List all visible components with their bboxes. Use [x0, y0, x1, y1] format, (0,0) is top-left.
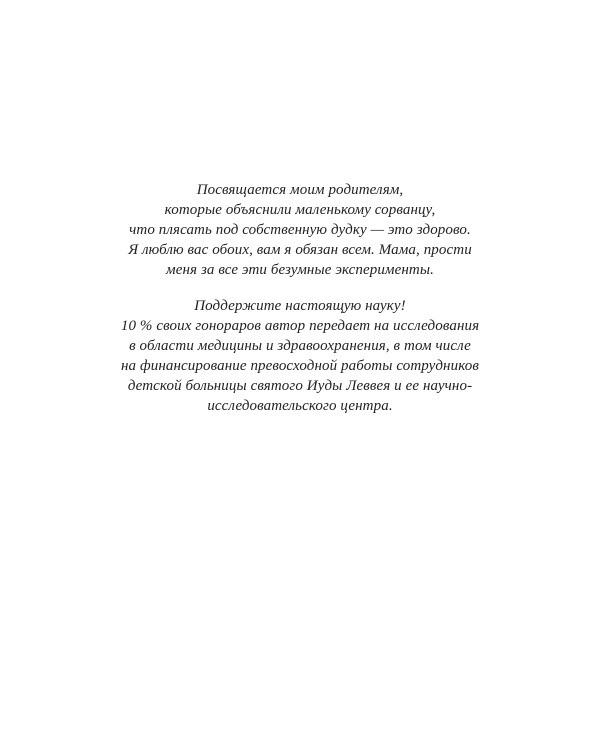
dedication-paragraph [0, 180, 600, 280]
support-line: в области медицины и здравоохранения, в том числе [129, 338, 471, 354]
dedication-line: Я люблю вас обоих, вам я обязан всем. Мама, прости [128, 242, 472, 258]
support-line: детской больницы святого Иуды Леввея и ее научно- [127, 378, 473, 394]
dedication-line: Посвящается моим родителям, [196, 182, 404, 198]
dedication-line: меня за все эти безумные эксперименты. [166, 262, 434, 278]
support-line: 10 % своих гонораров автор передает на исследования [120, 318, 480, 334]
support-line: исследовательского центра. [207, 398, 393, 414]
dedication-line: которые объяснили маленькому сорванцу, [164, 202, 436, 218]
support-line: Поддержите настоящую науку! [194, 298, 406, 314]
support-science-paragraph [0, 296, 600, 416]
support-line: на финансирование превосходной работы сотрудников [121, 358, 479, 374]
dedication-line: что плясать под собственную дудку — это здорово. [129, 222, 471, 238]
